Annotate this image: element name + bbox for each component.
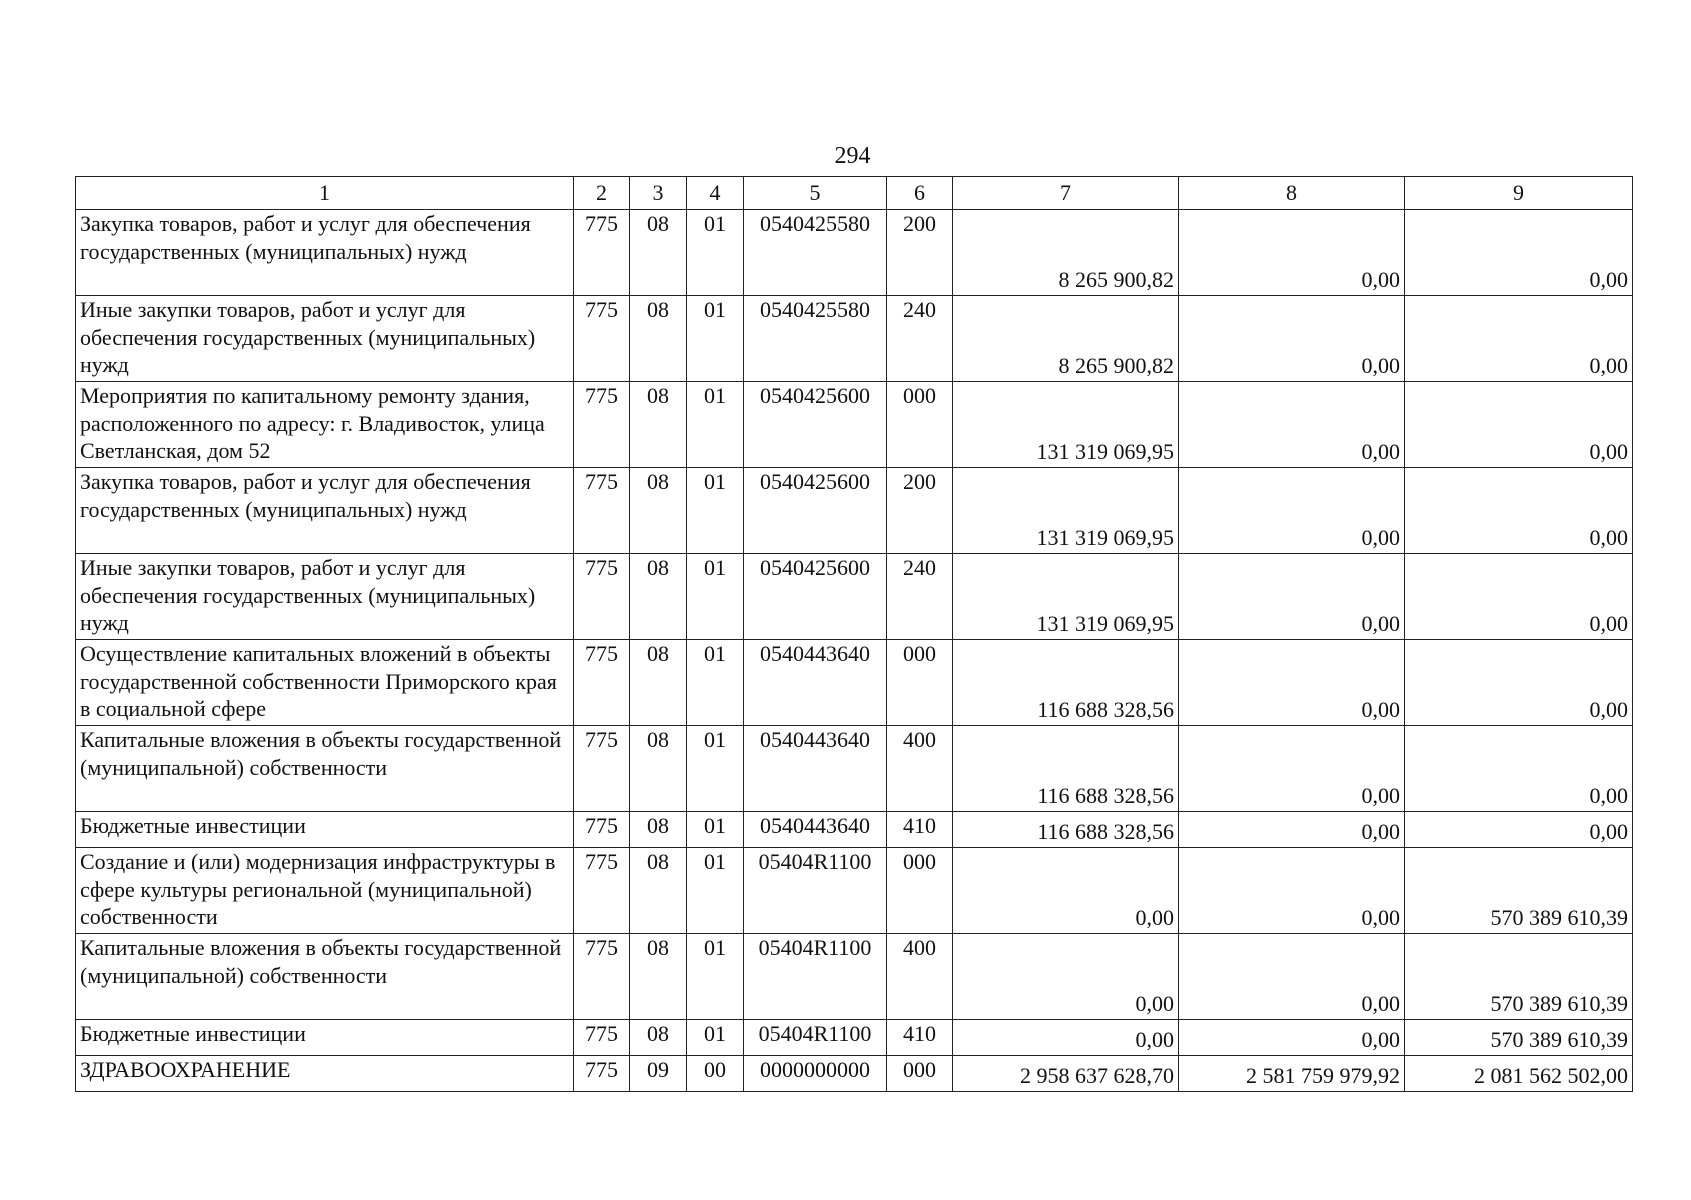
cell-expense-type: 000 — [887, 382, 953, 468]
cell-amount-7: 116 688 328,56 — [1037, 697, 1174, 722]
cell-subsection: 01 — [687, 726, 744, 812]
cell-expense-type: 000 — [887, 1056, 953, 1092]
table-row — [76, 812, 1633, 848]
cell-target-article: 0000000000 — [744, 1056, 887, 1092]
cell-subsection: 01 — [687, 554, 744, 640]
cell-ministry: 775 — [574, 1056, 630, 1092]
cell-amount-9: 0,00 — [1589, 353, 1628, 378]
cell-amount-9: 0,00 — [1589, 267, 1628, 292]
cell-subsection: 01 — [687, 210, 744, 296]
table-row — [76, 296, 1633, 382]
table-row — [76, 468, 1633, 554]
cell-amount-8: 0,00 — [1361, 267, 1400, 292]
cell-subsection: 01 — [687, 468, 744, 554]
cell-subsection: 01 — [687, 1020, 744, 1056]
row-name: ЗДРАВООХРАНЕНИЕ — [76, 1056, 574, 1092]
cell-target-article: 05404R1100 — [744, 848, 887, 934]
row-name: Осуществление капитальных вложений в объекты государственной собственности Приморского края в социальной сфере — [76, 640, 574, 726]
row-name: Закупка товаров, работ и услуг для обеспечения государственных (муниципальных) нужд — [76, 210, 574, 296]
cell-target-article: 0540425600 — [744, 382, 887, 468]
cell-expense-type: 400 — [887, 934, 953, 1020]
cell-amount-7: 131 319 069,95 — [1036, 611, 1174, 636]
cell-expense-type: 410 — [887, 1020, 953, 1056]
cell-section: 08 — [630, 726, 687, 812]
column-header: 7 — [953, 177, 1179, 210]
cell-ministry: 775 — [574, 296, 630, 382]
column-header: 4 — [687, 177, 744, 210]
cell-amount-8: 0,00 — [1361, 819, 1400, 844]
cell-ministry: 775 — [574, 554, 630, 640]
cell-target-article: 0540443640 — [744, 812, 887, 848]
column-header: 3 — [630, 177, 687, 210]
cell-expense-type: 400 — [887, 726, 953, 812]
column-header: 5 — [744, 177, 887, 210]
table-row — [76, 554, 1633, 640]
table-row — [76, 848, 1633, 934]
cell-amount-8: 0,00 — [1361, 439, 1400, 464]
cell-ministry: 775 — [574, 812, 630, 848]
table-row — [76, 640, 1633, 726]
cell-amount-8: 0,00 — [1361, 991, 1400, 1016]
row-name: Мероприятия по капитальному ремонту здания, расположенного по адресу: г. Владивосток, улица Светланская, дом 52 — [76, 382, 574, 468]
column-header: 6 — [887, 177, 953, 210]
row-name: Иные закупки товаров, работ и услуг для обеспечения государственных (муниципальных) нужд — [76, 296, 574, 382]
cell-target-article: 0540425580 — [744, 296, 887, 382]
column-header: 9 — [1405, 177, 1633, 210]
cell-ministry: 775 — [574, 726, 630, 812]
cell-target-article: 05404R1100 — [744, 1020, 887, 1056]
cell-amount-8: 0,00 — [1361, 905, 1400, 930]
cell-expense-type: 240 — [887, 554, 953, 640]
cell-amount-9: 0,00 — [1589, 439, 1628, 464]
cell-amount-8: 2 581 759 979,92 — [1246, 1063, 1400, 1088]
cell-subsection: 01 — [687, 640, 744, 726]
cell-section: 08 — [630, 296, 687, 382]
cell-amount-7: 8 265 900,82 — [1058, 353, 1174, 378]
cell-amount-8: 0,00 — [1361, 697, 1400, 722]
cell-target-article: 0540425580 — [744, 210, 887, 296]
table-row — [76, 934, 1633, 1020]
cell-expense-type: 410 — [887, 812, 953, 848]
cell-amount-7: 131 319 069,95 — [1036, 525, 1174, 550]
cell-section: 08 — [630, 848, 687, 934]
column-header: 1 — [76, 177, 574, 210]
cell-target-article: 0540443640 — [744, 726, 887, 812]
cell-target-article: 05404R1100 — [744, 934, 887, 1020]
cell-subsection: 00 — [687, 1056, 744, 1092]
row-name: Капитальные вложения в объекты государственной (муниципальной) собственности — [76, 726, 574, 812]
cell-ministry: 775 — [574, 210, 630, 296]
row-name: Закупка товаров, работ и услуг для обеспечения государственных (муниципальных) нужд — [76, 468, 574, 554]
cell-ministry: 775 — [574, 1020, 630, 1056]
cell-amount-9: 0,00 — [1589, 611, 1628, 636]
budget-table — [75, 176, 1633, 1092]
cell-amount-9: 0,00 — [1589, 697, 1628, 722]
cell-subsection: 01 — [687, 382, 744, 468]
cell-amount-9: 0,00 — [1589, 783, 1628, 808]
cell-section: 08 — [630, 382, 687, 468]
cell-target-article: 0540425600 — [744, 468, 887, 554]
cell-section: 08 — [630, 210, 687, 296]
cell-ministry: 775 — [574, 382, 630, 468]
cell-subsection: 01 — [687, 812, 744, 848]
header-row — [76, 177, 1633, 210]
cell-amount-7: 8 265 900,82 — [1058, 267, 1174, 292]
cell-subsection: 01 — [687, 296, 744, 382]
cell-amount-7: 0,00 — [1135, 991, 1174, 1016]
table-row — [76, 1020, 1633, 1056]
cell-amount-8: 0,00 — [1361, 1027, 1400, 1052]
cell-amount-7: 0,00 — [1135, 905, 1174, 930]
cell-subsection: 01 — [687, 934, 744, 1020]
column-header: 8 — [1179, 177, 1405, 210]
table-row — [76, 210, 1633, 296]
cell-amount-8: 0,00 — [1361, 783, 1400, 808]
cell-amount-8: 0,00 — [1361, 353, 1400, 378]
cell-amount-7: 0,00 — [1135, 1027, 1174, 1052]
cell-target-article: 0540443640 — [744, 640, 887, 726]
row-name: Иные закупки товаров, работ и услуг для обеспечения государственных (муниципальных) нужд — [76, 554, 574, 640]
cell-ministry: 775 — [574, 848, 630, 934]
cell-amount-9: 570 389 610,39 — [1490, 991, 1628, 1016]
cell-amount-9: 2 081 562 502,00 — [1474, 1063, 1628, 1088]
row-name: Капитальные вложения в объекты государственной (муниципальной) собственности — [76, 934, 574, 1020]
cell-amount-7: 116 688 328,56 — [1037, 819, 1174, 844]
cell-amount-8: 0,00 — [1361, 611, 1400, 636]
cell-expense-type: 000 — [887, 848, 953, 934]
cell-amount-9: 570 389 610,39 — [1490, 1027, 1628, 1052]
cell-section: 08 — [630, 468, 687, 554]
cell-amount-9: 570 389 610,39 — [1490, 905, 1628, 930]
cell-subsection: 01 — [687, 848, 744, 934]
page-number: 294 — [834, 143, 871, 169]
cell-section: 08 — [630, 1020, 687, 1056]
cell-amount-9: 0,00 — [1589, 819, 1628, 844]
column-header: 2 — [574, 177, 630, 210]
cell-ministry: 775 — [574, 640, 630, 726]
cell-section: 08 — [630, 640, 687, 726]
cell-ministry: 775 — [574, 468, 630, 554]
cell-section: 08 — [630, 934, 687, 1020]
cell-target-article: 0540425600 — [744, 554, 887, 640]
row-name: Бюджетные инвестиции — [76, 1020, 574, 1056]
row-name: Создание и (или) модернизация инфраструктуры в сфере культуры региональной (муниципальной) собственности — [76, 848, 574, 934]
cell-expense-type: 200 — [887, 210, 953, 296]
cell-ministry: 775 — [574, 934, 630, 1020]
cell-amount-8: 0,00 — [1361, 525, 1400, 550]
cell-amount-7: 131 319 069,95 — [1036, 439, 1174, 464]
cell-expense-type: 240 — [887, 296, 953, 382]
cell-section: 08 — [630, 812, 687, 848]
table-row — [76, 1056, 1633, 1092]
row-name: Бюджетные инвестиции — [76, 812, 574, 848]
cell-section: 09 — [630, 1056, 687, 1092]
cell-expense-type: 000 — [887, 640, 953, 726]
cell-section: 08 — [630, 554, 687, 640]
table-row — [76, 382, 1633, 468]
cell-expense-type: 200 — [887, 468, 953, 554]
cell-amount-7: 116 688 328,56 — [1037, 783, 1174, 808]
table-row — [76, 726, 1633, 812]
cell-amount-9: 0,00 — [1589, 525, 1628, 550]
cell-amount-7: 2 958 637 628,70 — [1020, 1063, 1174, 1088]
